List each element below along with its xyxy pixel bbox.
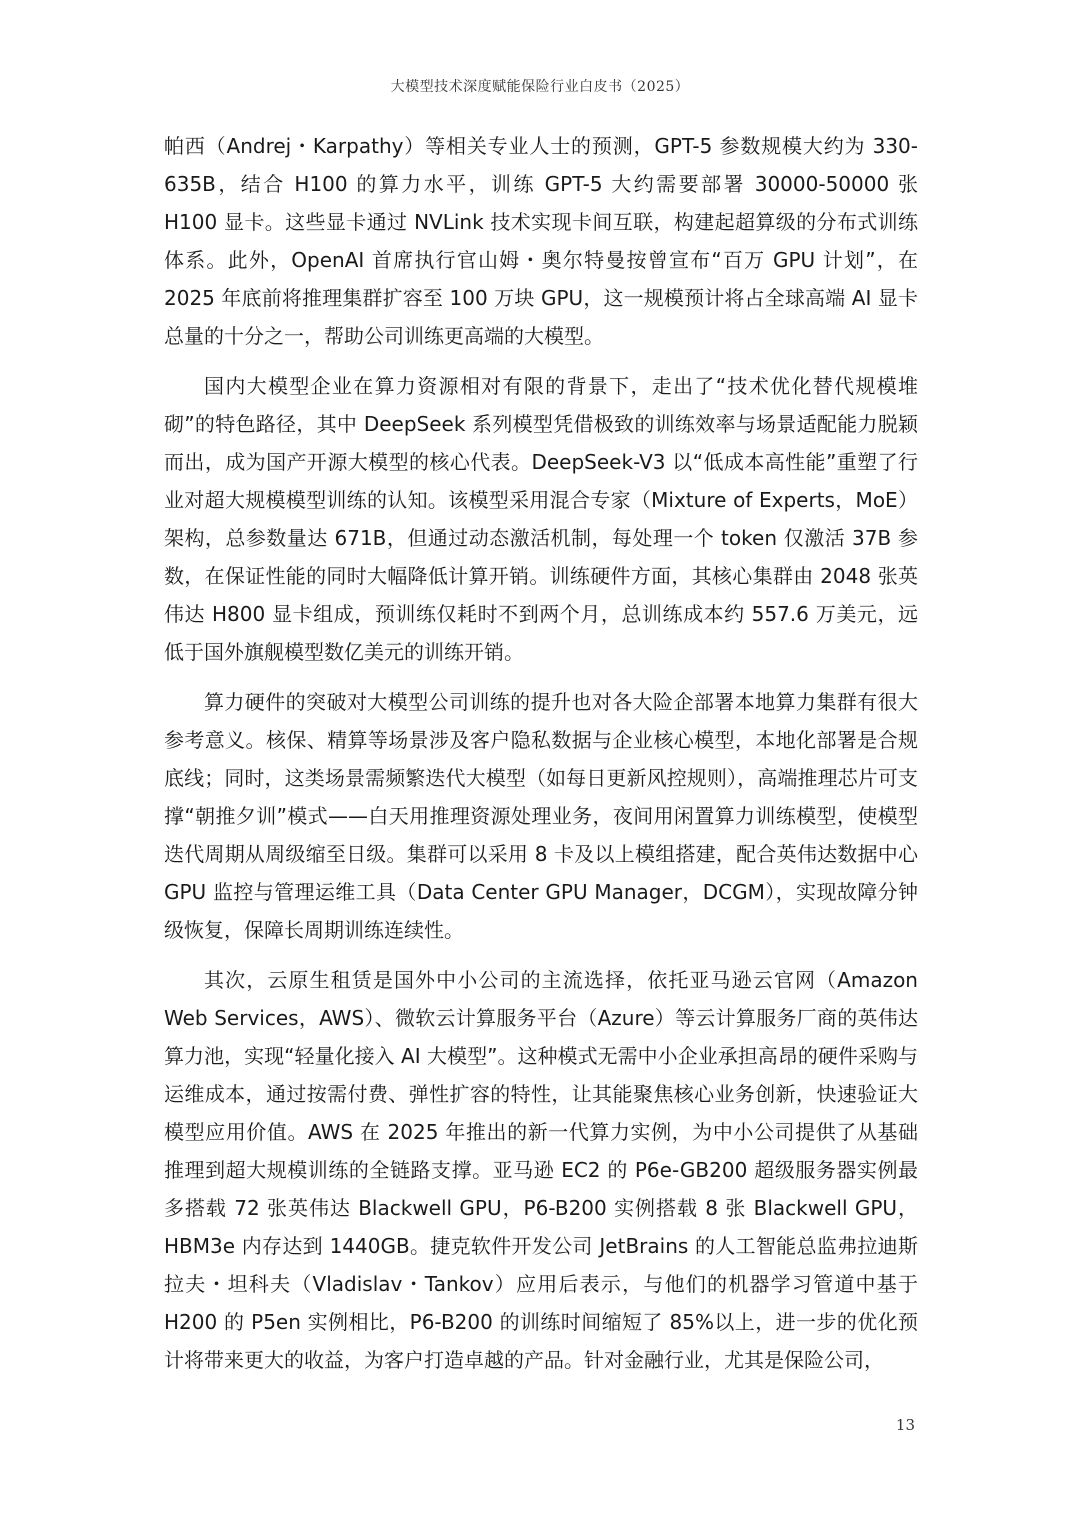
body-text (164, 127, 918, 1391)
page-number: 13 (895, 1416, 915, 1434)
paragraph-cloud-leasing: 其次，云原生租赁是国外中小公司的主流选择，依托亚马逊云官网（Amazon Web Services，AWS）、微软云计算服务平台（Azure）等云计算服务厂商的英伟达算力池，实现“轻量化接入 AI 大模型”。这种模式无需中小企业承担高昂的硬件采购与运维成本，通过按需付费、弹性扩容的特性，让其能聚焦核心业务创新，快速验证大模型应用价值。AWS 在 2025 年推出的新一代算力实例，为中小公司提供了从基础推理到超大规模训练的全链路支撑。亚马逊 EC2 的 P6e-GB200 超级服务器实例最多搭载 72 张英伟达 Blackwell GPU，P6-B200 实例搭载 8 张 Blackwell GPU，HBM3e 内存达到 1440GB。捷克软件开发公司 JetBrains 的人工智能总监弗拉迪斯拉夫・坦科夫（Vladislav・Tankov）应用后表示，与他们的机器学习管道中基于 H200 的 P5en 实例相比，P6-B200 的训练时间缩短了 85%以上，进一步的优化预计将带来更大的收益，为客户打造卓越的产品。针对金融行业，尤其是保险公司， (164, 968, 918, 1372)
paragraph-compute-hardware: 算力硬件的突破对大模型公司训练的提升也对各大险企部署本地算力集群有很大参考意义。核保、精算等场景涉及客户隐私数据与企业核心模型，本地化部署是合规底线；同时，这类场景需频繁迭代大模型（如每日更新风控规则），高端推理芯片可支撑“朝推夕训”模式——白天用推理资源处理业务，夜间用闲置算力训练模型，使模型迭代周期从周级缩至日级。集群可以采用 8 卡及以上模组搭建，配合英伟达数据中心 GPU 监控与管理运维工具（Data Center GPU Manager，DCGM），实现故障分钟级恢复，保障长周期训练连续性。 (164, 690, 918, 942)
paragraph-continuation: 帕西（Andrej・Karpathy）等相关专业人士的预测，GPT-5 参数规模大约为 330-635B，结合 H100 的算力水平，训练 GPT-5 大约需要部署 30000-50000 张 H100 显卡。这些显卡通过 NVLink 技术实现卡间互联，构建起超算级的分布式训练体系。此外，OpenAI 首席执行官山姆・奥尔特曼按曾宣布“百万 GPU 计划”，在 2025 年底前将推理集群扩容至 100 万块 GPU，这一规模预计将占全球高端 AI 显卡总量的十分之一，帮助公司训练更高端的大模型。 (164, 134, 918, 348)
paragraph-domestic-models: 国内大模型企业在算力资源相对有限的背景下，走出了“技术优化替代规模堆砌”的特色路径，其中 DeepSeek 系列模型凭借极致的训练效率与场景适配能力脱颖而出，成为国产开源大模型的核心代表。DeepSeek-V3 以“低成本高性能”重塑了行业对超大规模模型训练的认知。该模型采用混合专家（Mixture of Experts，MoE）架构，总参数量达 671B，但通过动态激活机制，每处理一个 token 仅激活 37B 参数，在保证性能的同时大幅降低计算开销。训练硬件方面，其核心集群由 2048 张英伟达 H800 显卡组成，预训练仅耗时不到两个月，总训练成本约 557.6 万美元，远低于国外旗舰模型数亿美元的训练开销。 (164, 374, 918, 664)
running-header: 大模型技术深度赋能保险行业白皮书（2025） (390, 79, 690, 95)
